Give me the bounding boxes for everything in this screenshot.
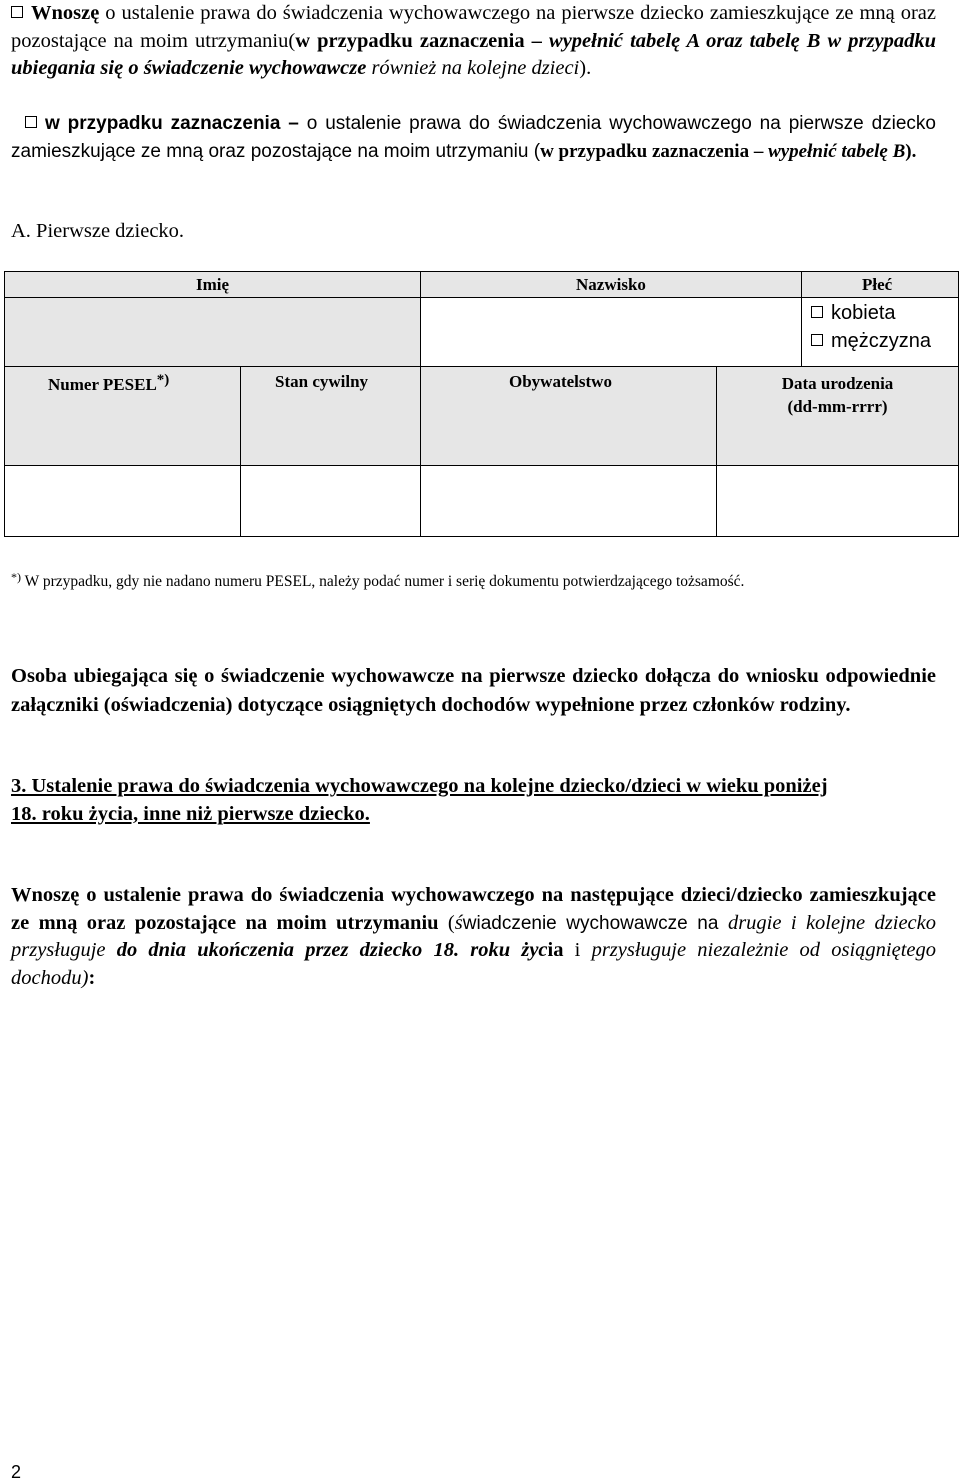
data-value-cell[interactable] [717, 466, 958, 536]
col-stan-header: Stan cywilny [275, 372, 369, 391]
col-nazwisko-header: Nazwisko [576, 275, 646, 294]
col-imie-header: Imię [196, 275, 230, 294]
table-border-left [4, 271, 5, 537]
checkbox-mezczyzna[interactable] [811, 334, 823, 346]
header-row-1-bg [4, 272, 958, 297]
checkbox-nie-wnosze[interactable] [25, 116, 37, 128]
section-3-title: 3. Ustalenie prawa do świadczenia wychowawczego na kolejne dziecko/dzieci w wieku poniżej 18. roku życia, inne niż pierwsze dziecko. [11, 775, 828, 825]
imie-value-cell[interactable] [4, 297, 420, 367]
col-data-header: Data urodzenia (dd-mm-rrrr) [781, 374, 894, 416]
table-border-bottom [4, 536, 959, 537]
option-kobieta[interactable]: kobieta [811, 299, 931, 327]
table-border-right [958, 271, 959, 537]
footnote: *) W przypadku, gdy nie nadano numeru PESEL, należy podać numer i serię dokumentu potwierdzającego tożsamość. [11, 570, 745, 590]
checkbox-wnosze[interactable] [11, 6, 23, 18]
col-plec-header: Płeć [862, 275, 893, 294]
table-border-top [4, 271, 959, 272]
table-line [420, 366, 421, 537]
page-number: 2 [11, 1462, 22, 1482]
declaration-next-children: Wnoszę o ustalenie prawa do świadczenia wychowawczego na następujące dzieci/dziecko zamieszkujące ze mną oraz pozostające na moim utrzymaniu (świadczenie wychowawcze na drugie i kolejne dziecko przysługuje do dnia ukończenia przez dziecko 18. roku życia i przysługuje niezależnie od osiągniętego dochodu): [11, 884, 936, 989]
stan-value-cell[interactable] [241, 466, 420, 536]
checkbox-kobieta[interactable] [811, 306, 823, 318]
pesel-value-cell[interactable] [4, 466, 240, 536]
section-a-title: A. Pierwsze dziecko. [11, 220, 185, 242]
col-obyw-header: Obywatelstwo [509, 372, 612, 391]
col-pesel-header: Numer PESEL*) [48, 372, 170, 394]
attachment-note: Osoba ubiegająca się o świadczenie wychowawcze na pierwsze dziecko dołącza do wniosku odpowiednie załączniki (oświadczenia) dotyczące osiągniętych dochodów wypełnione przez członków rodziny. [11, 665, 936, 716]
nazwisko-value-cell[interactable] [421, 297, 801, 367]
plec-options [811, 299, 931, 355]
option-nie-wnosze: w przypadku zaznaczenia – o ustalenie prawa do świadczenia wychowawczego na pierwsze dziecko zamieszkujące ze mną oraz pozostające na moim utrzymaniu (w przypadku zaznaczenia – wypełnić tabelę B). [11, 113, 936, 162]
table-line [240, 366, 241, 537]
table-line [801, 271, 802, 367]
obyw-value-cell[interactable] [421, 466, 716, 536]
table-line [420, 271, 421, 367]
table-line [4, 465, 959, 466]
option-wnosze: Wnoszę o ustalenie prawa do świadczenia wychowawczego na pierwsze dziecko zamieszkujące ze mną oraz pozostające na moim utrzymaniu(w przypadku zaznaczenia – wypełnić tabelę A oraz tabelę B w przypadku ubiegania się o świadczenie wychowawcze również na kolejne dzieci). [11, 2, 937, 79]
table-line [4, 366, 959, 367]
option-mezczyzna[interactable]: mężczyzna [811, 327, 931, 355]
